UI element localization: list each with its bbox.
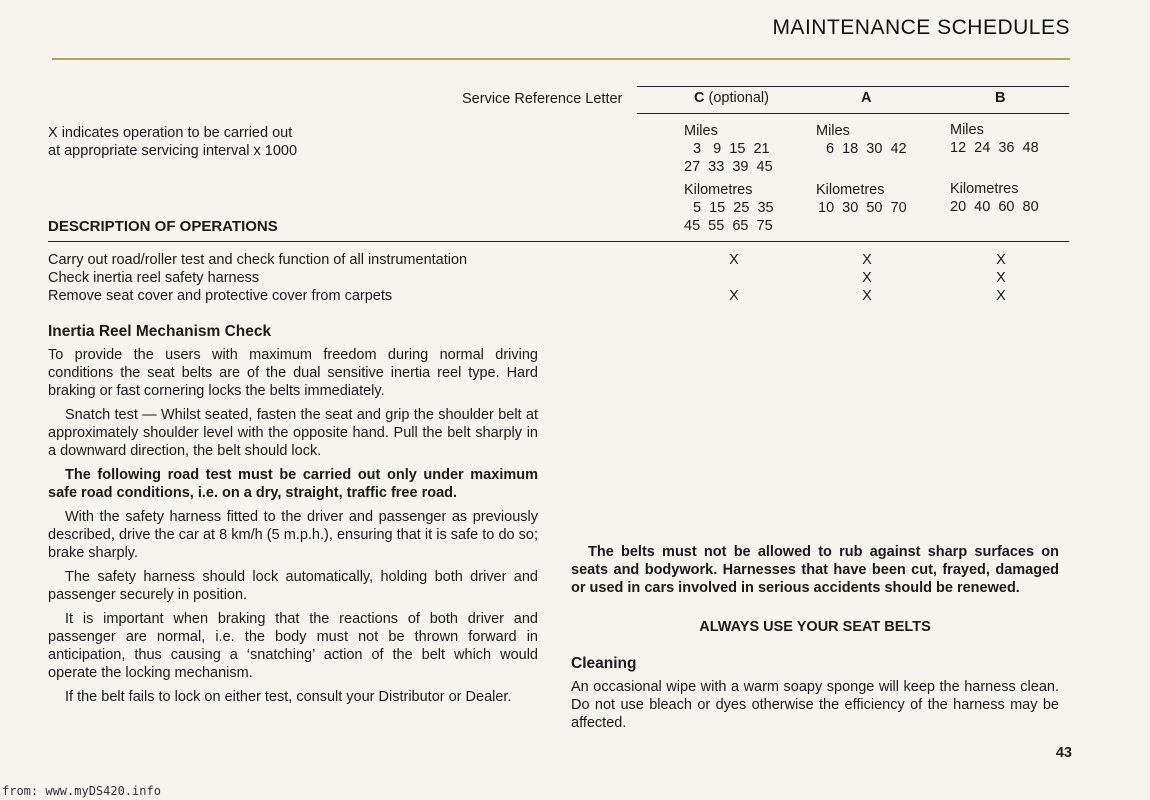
operation-text: Carry out road/roller test and check function of all instrumentation	[48, 252, 468, 268]
intro-text	[48, 124, 297, 160]
paragraph: Snatch test — Whilst seated, fasten the seat and grip the shoulder belt at approximately shoulder level with the opposite hand. Pull the belt sharply in a downward direction, the belt should lock.	[48, 407, 538, 459]
b-km-line: 20 40 60 80	[950, 199, 1039, 215]
column-note-c: (optional)	[708, 90, 769, 106]
paragraph: If the belt fails to lock on either test, consult your Distributor or Dealer.	[65, 689, 512, 705]
paragraph-bold: The following road test must be carried out only under maximum safe road conditions, i.e. on a dry, straight, traffic free road.	[48, 467, 538, 501]
b-miles-line: 12 24 36 48	[950, 140, 1039, 156]
km-label: Kilometres	[816, 182, 885, 198]
paragraph: It is important when braking that the reactions of both driver and passenger are normal, i.e. the body must not be thrown forward in anticipation, thus causing a ‘snatching’ action of the belt which would operate the locking mechanism.	[48, 611, 538, 681]
operation-text: Remove seat cover and protective cover from carpets	[48, 288, 393, 304]
x-mark-b: X	[996, 288, 1006, 304]
column-letter-b: B	[995, 90, 1006, 106]
miles-label: Miles	[684, 123, 718, 139]
miles-label: Miles	[816, 123, 850, 139]
x-mark-a: X	[862, 288, 872, 304]
description-rule	[48, 241, 1069, 242]
intro-line: X indicates operation to be carried out	[48, 125, 293, 141]
section-heading-cleaning: Cleaning	[571, 655, 637, 672]
a-miles-line: 6 18 30 42	[826, 141, 907, 157]
c-miles-line: 3 9 15 21	[693, 141, 770, 157]
column-letter-a: A	[861, 90, 872, 106]
c-km-line: 5 15 25 35	[693, 200, 774, 216]
column-c-intervals	[684, 122, 774, 235]
a-km-line: 10 30 50 70	[818, 200, 907, 216]
x-mark-c: X	[729, 288, 739, 304]
intro-line: at appropriate servicing interval x 1000	[48, 143, 298, 159]
column-b-intervals	[950, 121, 1039, 216]
x-mark-b: X	[996, 270, 1006, 286]
always-use-seat-belts: ALWAYS USE YOUR SEAT BELTS	[699, 619, 931, 635]
km-label: Kilometres	[684, 182, 753, 198]
column-head-c	[694, 90, 769, 106]
x-mark-a: X	[862, 252, 872, 268]
x-mark-b: X	[996, 252, 1006, 268]
watermark-text: from: www.myDS420.info	[2, 784, 161, 798]
x-mark-c: X	[729, 252, 739, 268]
description-heading: DESCRIPTION OF OPERATIONS	[48, 218, 278, 235]
c-miles-line: 27 33 39 45	[684, 159, 773, 175]
column-letter-c: C	[694, 90, 705, 106]
paragraph: An occasional wipe with a warm soapy sponge will keep the harness clean. Do not use bleach or dyes otherwise the efficiency of the harness may be affected.	[571, 679, 1059, 731]
table-top-rule	[637, 86, 1069, 87]
km-label: Kilometres	[950, 181, 1019, 197]
cleaning-body	[571, 678, 1059, 738]
paragraph: The safety harness should lock automatically, holding both driver and passenger securely in position.	[48, 569, 538, 603]
warning-paragraph: The belts must not be allowed to rub against sharp surfaces on seats and bodywork. Harnesses that have been cut, frayed, damaged or used in cars involved in serious accidents should be renewed.	[571, 544, 1059, 596]
miles-label: Miles	[950, 122, 984, 138]
page-title: MAINTENANCE SCHEDULES	[772, 16, 1070, 39]
paragraph: With the safety harness fitted to the driver and passenger as previously described, drive the car at 8 km/h (5 m.p.h.), ensuring that it is safe to do so; brake sharply.	[48, 509, 538, 561]
left-column-body	[48, 346, 538, 712]
operation-text: Check inertia reel safety harness	[48, 270, 260, 286]
column-head-b	[995, 90, 1005, 106]
x-mark-a: X	[862, 270, 872, 286]
column-head-a	[861, 90, 871, 106]
column-a-intervals	[816, 122, 907, 217]
header-rule	[52, 58, 1070, 60]
page-number: 43	[1055, 745, 1072, 761]
section-heading-inertia: Inertia Reel Mechanism Check	[48, 323, 272, 340]
c-km-line: 45 55 65 75	[684, 218, 773, 234]
table-header-rule	[637, 113, 1069, 114]
paragraph: To provide the users with maximum freedom during normal driving conditions the seat belts are of the dual sensitive inertia reel type. Hard braking or fast cornering locks the belts immediately.	[48, 347, 538, 399]
warning-text	[571, 543, 1059, 603]
service-ref-label: Service Reference Letter	[462, 91, 623, 107]
